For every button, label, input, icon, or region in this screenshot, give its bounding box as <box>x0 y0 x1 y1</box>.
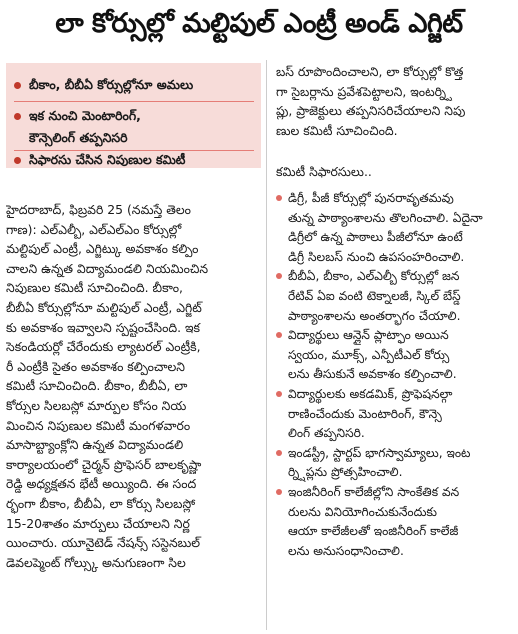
recommendations-heading: కమిటీ సిఫారసులు.. <box>276 164 372 179</box>
text-line: చాలని ఉన్నత విద్యామండలి నియమించిన <box>6 260 209 276</box>
highlight-line: సిఫారసు చేసిన నిపుణుల కమిటీ <box>29 152 186 167</box>
list-item <box>276 326 514 385</box>
text-line: కు అవకాశం ఇవ్వాలని స్పష్టంచేసింది. ఇక <box>6 319 201 335</box>
text-line: రెడ్డి అధ్యక్షతన భేటీ అయ్యింది. ఈ సంద <box>6 476 197 492</box>
text-line: లింగ్ తప్పనిసరి. <box>288 426 365 441</box>
text-line: సెకండియర్లో చేరేందుకు ల్యాటరల్ ఎంట్రీకి, <box>6 339 201 355</box>
bullet-icon <box>14 82 21 89</box>
text-line: విద్యార్థులకు అకడమిక్, ప్రొఫెషనల్గా <box>288 386 453 401</box>
text-line: గాణ): ఎల్ఎల్బీ, ఎల్ఎల్ఎం కోర్సుల్లో <box>6 221 182 237</box>
highlight-line: కౌన్సెలింగ్ తప్పనిసరి <box>29 130 128 145</box>
article-right-column <box>276 62 514 140</box>
text-line: కమిటీ సూచించింది. బీకాం, బీబీఏ, లా <box>6 378 188 394</box>
text-line: రీ ఎంట్రీకి సైతం అవకాశం కల్పించాలని <box>6 358 186 374</box>
bullet-icon <box>14 113 21 120</box>
text-line: మల్టిపుల్ ఎంట్రీ, ఎగ్జిట్కు అవకాశం కల్పిం <box>6 241 199 257</box>
text-line: గా సైబర్లాను ప్రవేశపెట్టాలని, ఇంటర్న్షి <box>276 83 453 99</box>
bullet-icon <box>276 450 282 456</box>
text-line: పాఠ్యాంశాలను అంతర్భాగం చేయాలి. <box>288 308 461 323</box>
text-line: విద్యార్థులు ఆన్లైన్ ప్లాట్ఫాం అయిన <box>288 328 449 343</box>
column-divider <box>266 60 267 630</box>
text-line: కార్యాలయంలో చైర్మన్ ప్రొఫెసర్ బాలకృష్ణా <box>6 456 202 472</box>
text-line: యించారు. యూనైటెడ్ నేషన్స్ సస్టెనబుల్ <box>6 535 201 551</box>
page-title: లా కోర్సుల్లో మల్టిపుల్ ఎంట్రీ అండ్ ఎగ్జిట్ <box>55 8 463 39</box>
highlight-line: బీకాం, బీబీఏ కోర్సుల్లోనూ అమలు <box>29 77 194 92</box>
bullet-icon <box>276 195 282 201</box>
bullet-icon <box>276 489 282 495</box>
text-line: రేటివ్ ఏఐ వంటి టెక్నాలజీ, స్కిల్ బేస్డ్ <box>288 288 461 303</box>
text-line: మాసాబ్ట్యాంక్లోని ఉన్నత విద్యామండలి <box>6 437 184 453</box>
list-item <box>276 189 514 267</box>
text-line: కోర్సుల సిలబస్లో మార్పుల కోసం నియ <box>6 397 187 413</box>
text-line: హైదరాబాద్, ఫిబ్రవరి 25 (నమస్తే తెలం <box>6 202 191 217</box>
text-line: రులను వినియోగించుకునేందుకు <box>288 504 438 519</box>
text-line: రాణించేందుకు మెంటారింగ్, కౌన్సె <box>288 406 442 421</box>
list-item <box>276 444 514 483</box>
bullet-icon <box>276 273 282 279</box>
recommendations-list <box>276 189 514 561</box>
list-item <box>276 385 514 444</box>
bullet-icon <box>14 157 21 164</box>
text-line: ఇండస్ట్రీ, స్టార్టప్ భాగస్వామ్యాలు, ఇంట <box>288 445 471 460</box>
text-line: మించిన నిపుణుల కమిటీ మంగళవారం <box>6 417 191 433</box>
text-line: బీబీఏ కోర్సుల్లోనూ మల్టిపుల్ ఎంట్రీ, ఎగ్జిట్ <box>6 299 202 315</box>
text-line: ఆయా కాలేజీలతో ఇంజినీరింగ్ కాలేజీ <box>288 524 459 539</box>
highlight-line: ఇక నుంచి మెంటారింగ్, <box>29 108 141 123</box>
text-line: ఇంజినీరింగ్ కాలేజీల్లోని సాంకేతిక వన <box>288 484 460 499</box>
highlight-item <box>14 105 141 149</box>
text-line: డిగ్రీ సిలబస్ నుంచి ఉపసంహరించాలి. <box>288 249 465 264</box>
article-left-column <box>6 200 258 572</box>
divider <box>14 101 254 102</box>
highlight-item <box>14 74 193 96</box>
text-line: తున్న పాఠ్యాంశాలను తొలగించాలి. ఏదైనా <box>288 210 483 225</box>
text-line: ర్భంగా బీకాం, బీబీఏ, లా కోర్సు సిలబస్లో <box>6 495 196 511</box>
text-line: డిగ్రీ, పీజీ కోర్సుల్లో పునరావృతమవు <box>288 191 454 205</box>
text-line: డెవలప్మెంట్ గోల్స్కు అనుగుణంగా సిల <box>6 554 186 570</box>
text-line: స్వయం, మూక్స్, ఎన్పీటీఎల్ కోర్సు <box>288 347 450 362</box>
text-line: లను అనుసంధానించాలి. <box>288 543 404 558</box>
highlight-item <box>14 149 185 171</box>
bullet-icon <box>276 391 282 397</box>
text-line: లను తీసుకునే అవకాశం కల్పించాలి. <box>288 367 457 382</box>
text-line: 15-20శాతం మార్పులు చేయాలని నిర్ణ <box>6 515 190 531</box>
text-line: ప్లు, ప్రాజెక్టులు తప్పనిసరిచేయాలని నిపు <box>276 103 466 119</box>
text-line: ణుల కమిటీ సూచించింది. <box>276 122 398 138</box>
text-line: నిపుణుల కమిటీ సూచించింది. బీకాం, <box>6 280 183 296</box>
text-line: ర్న్షిప్లను ప్రోత్సహించాలి. <box>288 465 403 480</box>
text-line: బీబీఏ, బీకాం, ఎల్ఎల్బీ కోర్సుల్లో జన <box>288 269 460 284</box>
list-item <box>276 267 514 326</box>
bullet-icon <box>276 332 282 338</box>
text-line: డిగ్రీలో ఉన్న పాఠాలు పీజీలోనూ ఉంటే <box>288 230 463 245</box>
highlights-box <box>6 63 261 168</box>
list-item <box>276 483 514 561</box>
text-line: బస్ రూపొందించాలని, లా కోర్సుల్లో కొత్త <box>276 64 464 79</box>
